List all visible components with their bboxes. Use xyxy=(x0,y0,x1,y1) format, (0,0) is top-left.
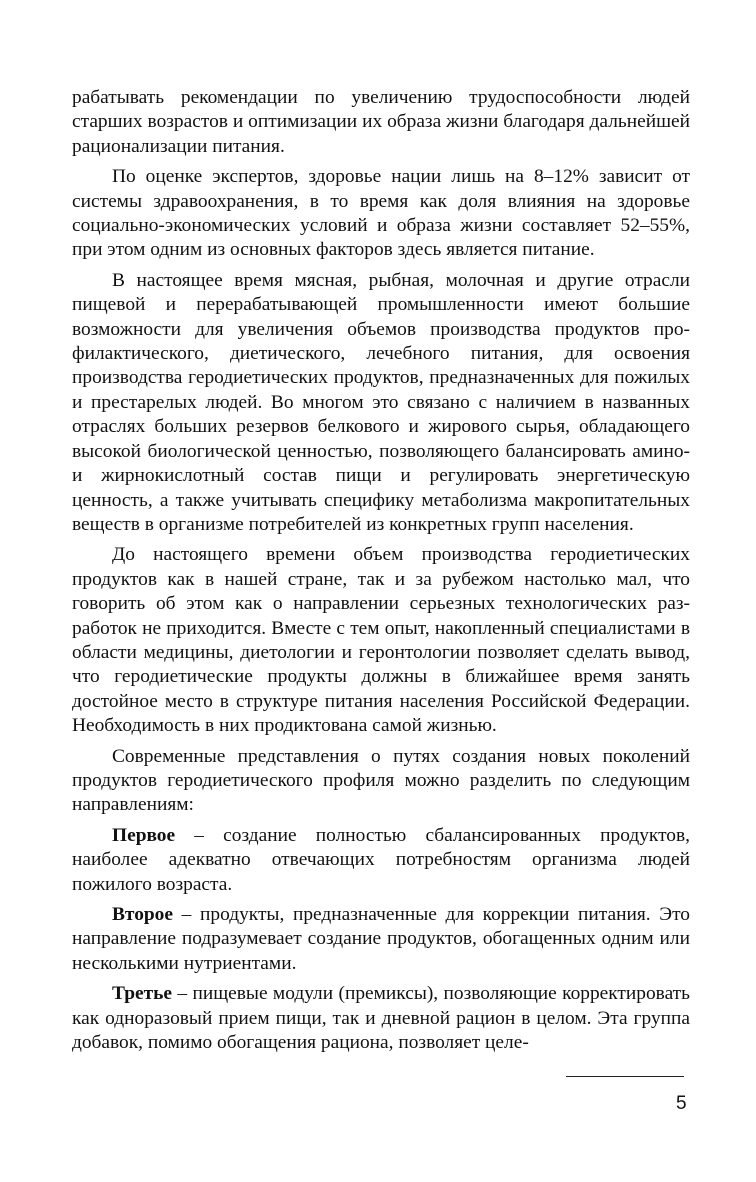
direction-lead-word: Второе xyxy=(112,904,173,925)
paragraph-text: – продукты, предназначенные для коррекции питания. Это направление подразумевает создание продуктов, обогащенных одним или несколькими нутриентами. xyxy=(72,904,690,974)
paragraph-text: рабатывать рекомендации по увеличению трудоспособности людей старших возрастов и оптимизации их образа жизни благодаря дальнейшей рационализации питания. xyxy=(72,87,690,157)
paragraph-text: – создание полностью сбалансированных продуктов, наиболее адекватно отвечающих потребностям организма людей пожилого возраста. xyxy=(72,824,690,895)
paragraph-text: – пищевые модули (премиксы), позволяющие корректировать как одноразовый прием пищи, так и дневной рацион в целом. Эта группа добавок, помимо обогащения рациона, позволяет целе- xyxy=(72,983,690,1054)
paragraph-text: В настоящее время мясная, рыбная, молочная и другие отрасли пищевой и перерабатывающей промышленности имеют большие возможности для увеличения объемов производства продуктов профилактического, диетического, лечебного питания, для освоения производства геродиетических продуктов, предназначенных для пожилых и престарелых людей. Во многом это связано с наличием в названных отраслях больших резервов белкового и жирового сырья, обладающего высокой биологической ценностью, позволяющего балансировать амино- и жирнокислотный состав пищи и регулировать энергетическую ценность, а также учитывать специфику метаболизма макропитательных веществ в организме потребителей из конкретных групп населения. xyxy=(72,269,690,535)
direction-lead-word: Третье xyxy=(112,983,172,1005)
footer-rule xyxy=(566,1076,684,1077)
paragraph-industry-capabilities xyxy=(72,269,690,537)
paragraph-directions-intro xyxy=(72,745,690,818)
paragraph-text: Современные представления о путях создания новых поколений продуктов геродиетического профиля можно разделить по следующим направлениям: xyxy=(72,745,690,816)
paragraph-health-factors xyxy=(72,165,690,263)
body-text xyxy=(72,86,690,1061)
paragraph-direction-second xyxy=(72,903,690,976)
paragraph-text: До настоящего времени объем производства геродиетических продуктов как в нашей стране, так и за рубежом настолько мал, что говорить об этом как о направлении серьезных технологических разработок не приходится. Вместе с тем опыт, накопленный специалистами в области медицины, диетологии и геронтологии позволяет сделать вывод, что геродиетические продукты должны в ближайшее время занять достойное место в структуре питания населения Российской Федерации. Необходимость в них продиктована самой жизнью. xyxy=(72,544,690,737)
paragraph-production-volume xyxy=(72,543,690,738)
paragraph-text: По оценке экспертов, здоровье нации лишь на 8–12% зависит от системы здравоохранения, в то время как доля влияния на здоровье социально-экономических условий и образа жизни составляет 52–55%, при этом одним из основных факторов здесь является питание. xyxy=(72,166,690,261)
page-number: 5 xyxy=(676,1093,687,1114)
paragraph-direction-first xyxy=(72,824,690,897)
direction-lead-word: Первое xyxy=(112,824,176,846)
paragraph-direction-third xyxy=(72,982,690,1055)
paragraph-continuation xyxy=(72,86,690,159)
